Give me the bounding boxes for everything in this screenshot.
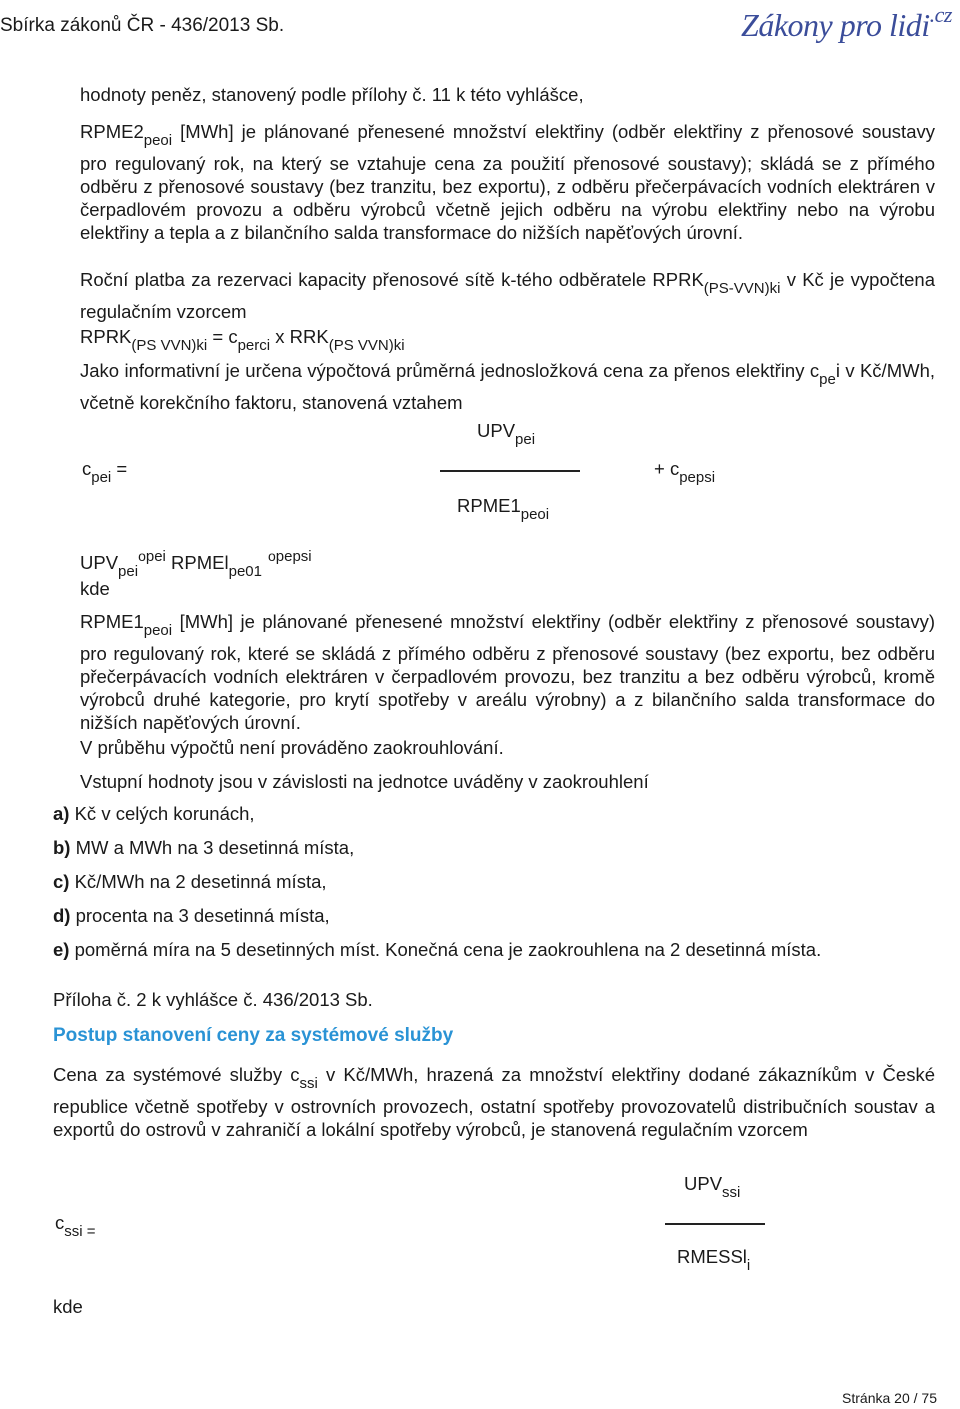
paragraph-rpme2-text: [MWh] je plánované přenesené množství elektřiny (odběr elektřiny z přenosové soustavy pro regulovaný rok, na který se vztahuje cena za použití přenosové soustavy); skládá se z přímého odběru z přenosové soustavy (bez tranzitu, bez exportu), z odběru přečerpávacích vodních elektráren v čerpadlovém provozu a odběru výrobců včetně jejich odběru na výrobu elektřiny nebo na výrobu elektřiny a tepla a z bilančního salda transformace do nižších napěťových úrovní. xyxy=(80,121,935,243)
var-rpme1: RPME1 xyxy=(80,611,144,632)
paragraph-rocni-text-a: Roční platba za rezervaci kapacity přenosové sítě k-tého odběratele RPRK xyxy=(80,269,704,290)
garbled-upv-sub: pei xyxy=(118,563,139,580)
paragraph-rpme2 xyxy=(80,120,935,244)
paragraph-vprubehu: V průběhu výpočtů není prováděno zaokrouhlování. xyxy=(80,737,504,758)
kde-label-2: kde xyxy=(53,1296,83,1317)
list-item-text: poměrná míra na 5 desetinných míst. Konečná cena je zaokrouhlena na 2 desetinná místa. xyxy=(69,939,822,960)
eq-cpei-numerator xyxy=(477,420,535,448)
appendix-heading: Příloha č. 2 k vyhlášce č. 436/2013 Sb. xyxy=(53,989,373,1010)
page-number: Stránka 20 / 75 xyxy=(842,1390,937,1406)
site-logo-tld: .cz xyxy=(929,2,952,27)
garbled-degree-2: o xyxy=(267,548,276,564)
paragraph-rpme1 xyxy=(80,610,935,734)
garbled-rpmel-sub: pe01 xyxy=(228,563,262,580)
eq-cssi-numerator xyxy=(684,1173,740,1201)
paragraph-cena-ss xyxy=(53,1063,935,1141)
equation-rprk xyxy=(80,326,405,354)
var-cpe-sub: pe xyxy=(819,371,836,388)
intro-line: hodnoty peněz, stanovený podle přílohy č. 11 k této vyhlášce, xyxy=(80,84,584,105)
paragraph-vstupni: Vstupní hodnoty jsou v závislosti na jednotce uváděny v zaokrouhlení xyxy=(80,771,649,792)
list-item xyxy=(53,939,821,961)
section-title: Postup stanovení ceny za systémové služby xyxy=(53,1025,454,1046)
list-marker: a) xyxy=(53,803,70,824)
list-item xyxy=(53,837,354,859)
eq-cssi-rmessl: RMESSl xyxy=(677,1246,747,1267)
eq-cssi-c-sub: ssi = xyxy=(64,1223,96,1240)
list-marker: e) xyxy=(53,939,70,960)
eq-cssi-fraction-bar xyxy=(665,1223,765,1225)
paragraph-rpme1-text: [MWh] je plánované přenesené množství elektřiny (odběr elektřiny z přenosové soustavy) pro regulovaný rok, které se skládá z přímého odběru z přenosové soustavy (bez exportu, bez odběru přečerpávacích vodních elektráren v čerpadlovém provozu, bez tranzitu a bez odběru výrobců, kromě výrobců druhé kategorie, pro krytí spotřeby v areálu výrobny) a z bilančního salda transformace do nižších napěťových úrovní. xyxy=(80,611,935,733)
garbled-pei-sup: pei xyxy=(145,548,166,565)
paragraph-jako-informativni xyxy=(80,359,935,414)
eq-rprk-lhs-sub: (PS VVN)ki xyxy=(131,337,208,354)
var-rpme1-sub: peoi xyxy=(143,622,173,639)
list-item xyxy=(53,905,330,927)
eq-cpei-c-sub: pei xyxy=(91,469,112,486)
eq-rprk-rrk-sub: (PS VVN)ki xyxy=(328,337,405,354)
eq-cssi-denominator xyxy=(677,1246,750,1274)
list-item-text: Kč/MWh na 2 desetinná místa, xyxy=(69,871,327,892)
site-logo[interactable] xyxy=(741,2,952,44)
site-logo-text: Zákony pro lidi xyxy=(741,7,930,43)
paragraph-rocni-platba xyxy=(80,268,935,323)
eq-cpei-rpme1-sub: peoi xyxy=(520,506,550,523)
eq-cpei-lhs xyxy=(82,458,127,486)
eq-cssi-upv-sub: ssi xyxy=(722,1184,741,1201)
eq-cpei-plus-c: + c xyxy=(654,458,680,479)
garbled-degree-1: o xyxy=(138,548,146,564)
list-item xyxy=(53,871,327,893)
list-item-text: MW a MWh na 3 desetinná místa, xyxy=(70,837,355,858)
eq-rprk-rrk: x RRK xyxy=(270,326,329,347)
garbled-pepsi-sup: pepsi xyxy=(275,548,312,565)
list-marker: c) xyxy=(53,871,70,892)
var-rprk-sub: (PS-VVN)ki xyxy=(703,280,781,297)
eq-cpei-plus-term xyxy=(654,458,715,486)
eq-cpei-upv: UPV xyxy=(477,420,516,441)
eq-cssi-rmessl-sub: i xyxy=(746,1257,751,1274)
eq-rprk-lhs: RPRK xyxy=(80,326,132,347)
list-item-text: Kč v celých korunách, xyxy=(69,803,255,824)
header-title: Sbírka zákonů ČR - 436/2013 Sb. xyxy=(0,15,285,36)
eq-cssi-c: c xyxy=(55,1212,65,1233)
eq-rprk-equals: = c xyxy=(207,326,238,347)
garbled-upv: UPV xyxy=(80,552,119,573)
garbled-rpmel: RPMEl xyxy=(165,552,229,573)
paragraph-cena-text-a: Cena za systémové služby c xyxy=(53,1064,300,1085)
eq-cpei-denominator xyxy=(457,495,549,523)
eq-cpei-fraction-bar xyxy=(440,470,580,472)
paragraph-jako-text-a: Jako informativní je určena výpočtová průměrná jednosložková cena za přenos elektřiny c xyxy=(80,360,820,381)
eq-cpei-c: c xyxy=(82,458,92,479)
eq-cssi-upv: UPV xyxy=(684,1173,723,1194)
list-item xyxy=(53,803,255,825)
paragraph-rocni-text-b: v Kč je vypočtena regulačním vzorcem xyxy=(80,269,935,322)
var-rpme2: RPME2 xyxy=(80,121,144,142)
var-rpme2-sub: peoi xyxy=(143,132,173,149)
eq-cpei-upv-sub: pei xyxy=(515,431,536,448)
var-cssi-sub: ssi xyxy=(299,1075,318,1092)
kde-label-1: kde xyxy=(80,578,110,599)
eq-rprk-perci-sub: perci xyxy=(237,337,271,354)
eq-garbled-line xyxy=(80,548,312,580)
eq-cpei-rpme1: RPME1 xyxy=(457,495,521,516)
list-item-text: procenta na 3 desetinná místa, xyxy=(70,905,330,926)
eq-cpei-equals: = xyxy=(111,458,128,479)
paragraph-cena-text-b: v Kč/MWh, hrazená za množství elektřiny dodané zákazníkům v České republice včetně spotřeby v ostrovních provozech, ostatní spotřeby provozovatelů distribučních soustav a exportů do ostrovů v zahraničí a lokální spotřeby výrobců, je stanovená regulačním vzorcem xyxy=(53,1064,935,1140)
paragraph-jako-text-b: i v Kč/MWh, včetně korekčního faktoru, stanovená vztahem xyxy=(80,360,935,413)
eq-cpei-pepsi-sub: pepsi xyxy=(679,469,716,486)
list-marker: d) xyxy=(53,905,71,926)
eq-cssi-lhs xyxy=(55,1212,96,1240)
list-marker: b) xyxy=(53,837,71,858)
